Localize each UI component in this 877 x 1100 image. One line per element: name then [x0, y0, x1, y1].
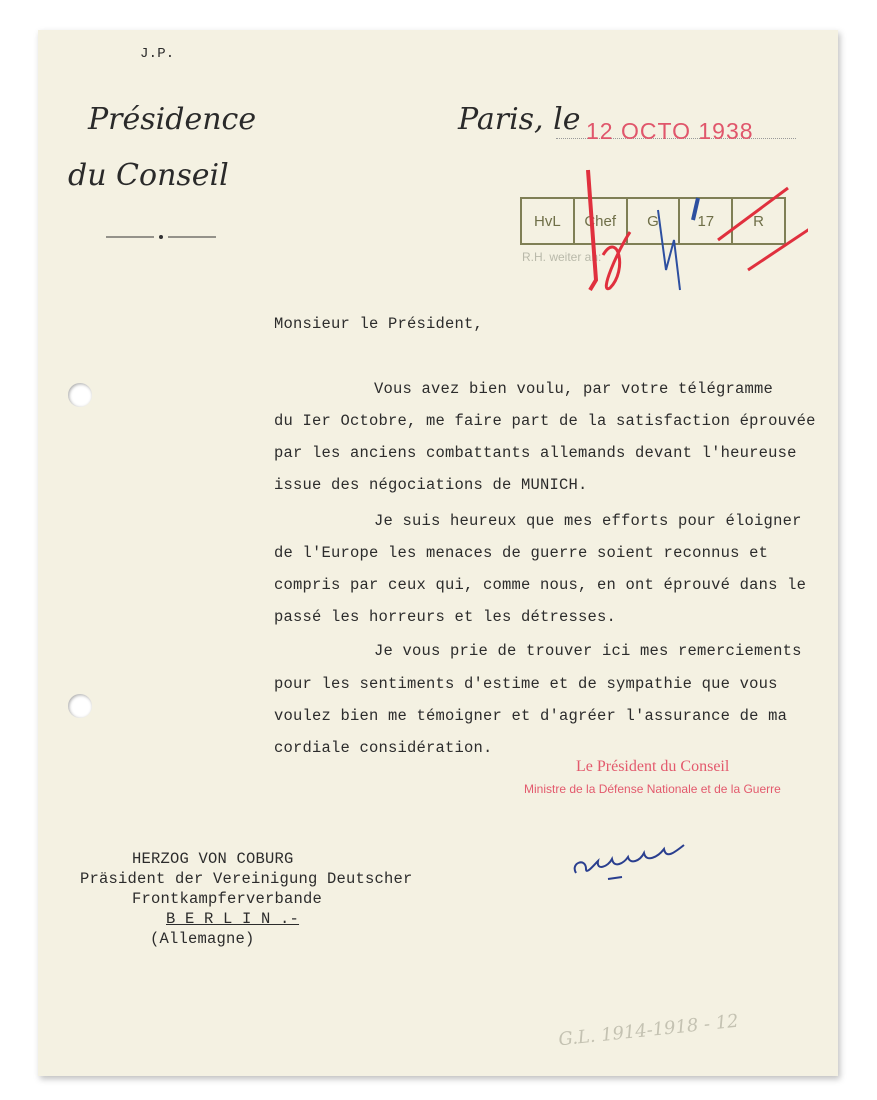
routing-cell: G	[628, 199, 681, 243]
place-label: Paris, le	[458, 102, 581, 137]
addressee-country: (Allemagne)	[150, 930, 255, 948]
routing-cell: Chef	[575, 199, 628, 243]
body-line: du Ier Octobre, me faire part de la satisfaction éprouvée	[274, 412, 816, 430]
body-line: Je vous prie de trouver ici mes remerciements	[374, 642, 802, 660]
signature-subtitle: Ministre de la Défense Nationale et de la Guerre	[524, 782, 781, 796]
addressee-org-2: Frontkampferverbande	[132, 890, 323, 908]
initials: J.P.	[140, 46, 175, 62]
letter-sheet	[38, 30, 838, 1076]
routing-cell: HvL	[522, 199, 575, 243]
body-line: issue des négociations de MUNICH.	[274, 476, 588, 494]
letterhead-ornament	[106, 226, 216, 230]
body-line: pour les sentiments d'estime et de sympathie que vous	[274, 675, 778, 693]
body-line: par les anciens combattants allemands devant l'heureuse	[274, 444, 797, 462]
handwritten-signature-icon	[568, 835, 698, 885]
punch-hole-bottom	[68, 694, 92, 718]
body-line: Je suis heureux que mes efforts pour éloigner	[374, 512, 802, 530]
letterhead-line-2: du Conseil	[68, 158, 229, 193]
routing-cell: R	[753, 212, 764, 230]
body-line: de l'Europe les menaces de guerre soient reconnus et	[274, 544, 769, 562]
salutation: Monsieur le Président,	[274, 315, 484, 333]
pen-markings-icon	[548, 160, 808, 300]
addressee-city: B E R L I N .-	[166, 910, 300, 928]
signature-title: Le Président du Conseil	[576, 758, 730, 775]
body-line: passé les horreurs et les détresses.	[274, 608, 617, 626]
punch-hole-top	[68, 383, 92, 407]
routing-caption: R.H. weiter an:	[522, 250, 602, 264]
addressee-name: HERZOG VON COBURG	[132, 850, 294, 868]
body-line: cordiale considération.	[274, 739, 493, 757]
body-line: compris par ceux qui, comme nous, en ont éprouvé dans le	[274, 576, 807, 594]
routing-cell: 17	[680, 199, 733, 243]
body-line: voulez bien me témoigner et d'agréer l'assurance de ma	[274, 707, 788, 725]
date-stamp: 12 OCTO 1938	[586, 118, 754, 144]
pencil-annotation: G.L. 1914-1918 - 12	[557, 1010, 740, 1051]
addressee-org: Präsident der Vereinigung Deutscher	[80, 870, 413, 888]
body-line: Vous avez bien voulu, par votre télégramme	[374, 380, 774, 398]
letterhead-line-1: Présidence	[88, 102, 257, 137]
